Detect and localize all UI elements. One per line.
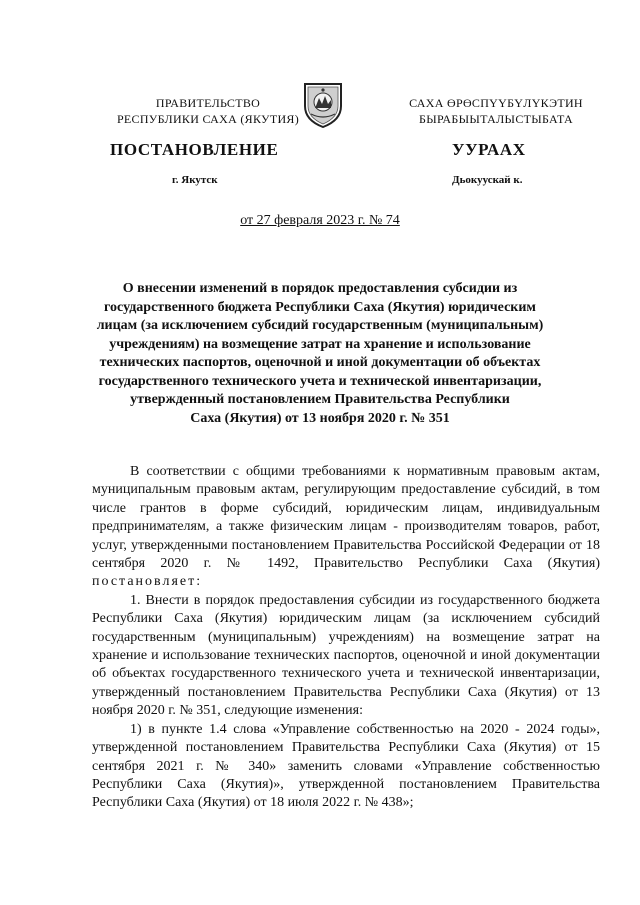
title-line: утвержденный постановлением Правительства Республики xyxy=(130,392,510,407)
city-ru: г. Якутск xyxy=(172,174,218,186)
item-1-1-paragraph: 1) в пункте 1.4 слова «Управление собственностью на 2020 - 2024 годы», утвержденной постановлением Правительства Республики Саха (Якутия) от 15 сентября 2021 г. № 340» заменить словами «Управление собственностью Республики Саха (Якутия)», утвержденной постановлением Правительства Республики Саха (Якутия) от 18 июля 2022 г. № 438»; xyxy=(92,721,600,811)
doc-type-ru: ПОСТАНОВЛЕНИЕ xyxy=(110,140,279,159)
decree-date xyxy=(0,213,640,229)
decree-title xyxy=(90,280,550,428)
title-line: Саха (Якутия) от 13 ноября 2020 г. № 351 xyxy=(190,410,450,426)
header-ru-line2: РЕСПУБЛИКИ САХА (ЯКУТИЯ) xyxy=(116,112,300,126)
coat-of-arms-icon xyxy=(301,80,345,128)
title-line: лицам (за исключением субсидий государственным (муниципальным) xyxy=(96,318,544,333)
decree-date-text: от 27 февраля 2023 г. № 74 xyxy=(240,213,400,228)
title-line: учреждениям) на возмещение затрат на хранение и использование xyxy=(109,336,531,352)
decree-body xyxy=(92,463,600,813)
title-line: государственного бюджета Республики Саха (Якутия) юридическим xyxy=(104,299,536,315)
title-line: О внесении изменений в порядок предоставления субсидии из xyxy=(122,281,518,296)
header-sakha-line2: БЫРАБЫЫТАЛЫСТЫБАТА xyxy=(419,112,573,126)
preamble-text: В соответствии с общими требованиями к нормативным правовым актам, муниципальным правовым актам, регулирующим предоставление субсидий, в том числе грантов в форме субсидий, юридическим лицам, индивидуальным предпринимателям, а также физическим лицам - производителям товаров, работ, услуг, утвержденными постановлением Правительства Российской Федерации от 18 сентября 2020 г. № 1492, Правительство Республики Саха (Якутия) xyxy=(92,464,600,572)
government-header-sakha xyxy=(396,95,596,127)
header-ru-line1: ПРАВИТЕЛЬСТВО xyxy=(155,96,261,110)
title-line: государственного технического учета и технической инвентаризации, xyxy=(98,373,542,389)
doc-type-sakha: УУРААХ xyxy=(452,140,526,159)
resolves-colon: : xyxy=(196,574,201,590)
item-1-paragraph: 1. Внести в порядок предоставления субсидии из государственного бюджета Республики Саха (Якутия) юридическим лицам (за исключением субсидий государственным (муниципальным) учреждениям) на возмещение затрат на хранение и использование технических паспортов, оценочной и иной документации об объектах государственного технического учета и технической инвентаризации, утвержденный постановлением Правительства Республики Саха (Якутия) от 13 ноября 2020 г. № 351, следующие изменения: xyxy=(92,592,600,719)
header-sakha-line1: САХА ӨРӨСПҮҮБҮЛҮКЭТИН xyxy=(409,96,583,110)
city-sakha: Дьокуускай к. xyxy=(452,174,523,186)
resolves-word: постановляет xyxy=(92,574,197,590)
government-header-ru xyxy=(108,95,308,127)
preamble-paragraph xyxy=(92,463,600,592)
title-line: технических паспортов, оценочной и иной документации об объектах xyxy=(99,355,541,370)
